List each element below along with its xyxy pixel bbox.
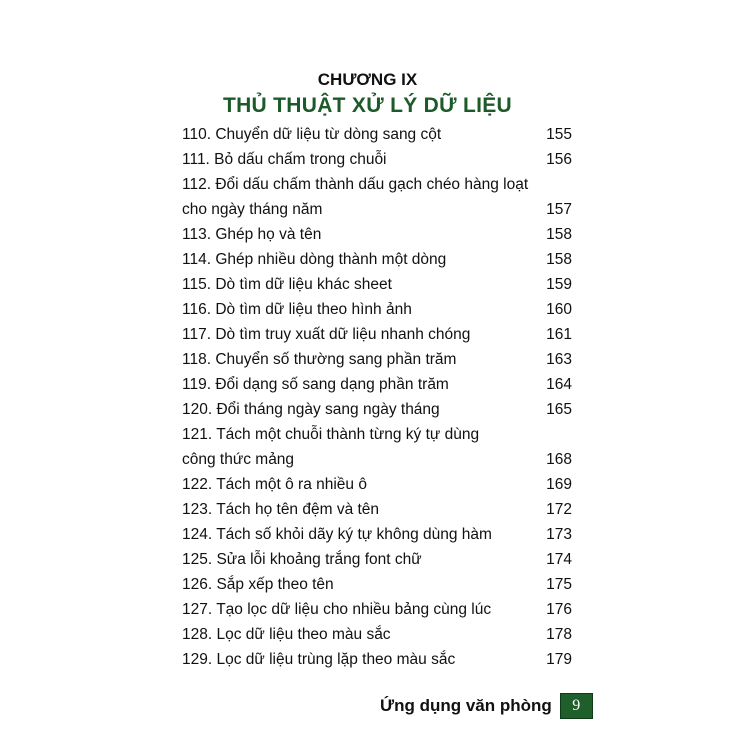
toc-entry-page: 176 <box>546 601 572 618</box>
toc-entry <box>182 547 572 572</box>
toc-entry <box>182 297 572 322</box>
toc-entry <box>182 122 572 147</box>
toc-entry-page: 158 <box>546 226 572 243</box>
toc-entry <box>182 572 572 597</box>
toc-entry-page: 155 <box>546 126 572 143</box>
toc-entry <box>182 147 572 172</box>
toc-entry-page: 158 <box>546 251 572 268</box>
toc-entry-title: 111. Bỏ dấu chấm trong chuỗi <box>182 151 387 168</box>
toc-entry-page: 178 <box>546 626 572 643</box>
toc-entry-page: 175 <box>546 576 572 593</box>
toc-entry <box>182 272 572 297</box>
toc-entry-title: 123. Tách họ tên đệm và tên <box>182 501 380 518</box>
toc-entry <box>182 397 572 422</box>
toc-entry-page: 159 <box>546 276 572 293</box>
toc-entry <box>182 497 572 522</box>
page-number-badge: 9 <box>560 693 593 719</box>
toc-entry <box>182 472 572 497</box>
toc-entry-title: 128. Lọc dữ liệu theo màu sắc <box>182 626 391 643</box>
toc-entry-title: 127. Tạo lọc dữ liệu cho nhiều bảng cùng lúc <box>182 601 492 618</box>
toc-entry-title: 126. Sắp xếp theo tên <box>182 576 334 593</box>
toc-entry <box>182 647 572 672</box>
toc-entry-title: công thức mảng <box>182 451 295 468</box>
toc-entry-page: 165 <box>546 401 572 418</box>
toc-entry-page <box>538 422 572 447</box>
toc-entry <box>182 222 572 247</box>
toc-entry-title: 117. Dò tìm truy xuất dữ liệu nhanh chóng <box>182 326 471 343</box>
toc-entry-title: 121. Tách một chuỗi thành từng ký tự dùng <box>182 426 480 443</box>
toc-entry-title: 118. Chuyển số thường sang phần trăm <box>182 351 457 368</box>
toc-entry-page: 161 <box>546 326 572 343</box>
toc-entry-title: 112. Đổi dấu chấm thành dấu gạch chéo hàng loạt <box>182 176 529 193</box>
toc-entry <box>182 372 572 397</box>
toc-entry <box>182 422 572 447</box>
toc-entry-page <box>538 172 572 197</box>
toc-entry-page: 156 <box>546 151 572 168</box>
table-of-contents <box>182 122 572 672</box>
toc-entry-title: 113. Ghép họ và tên <box>182 226 322 243</box>
toc-entry-page: 164 <box>546 376 572 393</box>
toc-entry-title: 110. Chuyển dữ liệu từ dòng sang cột <box>182 126 442 143</box>
toc-entry-page: 173 <box>546 526 572 543</box>
chapter-label: CHƯƠNG IX <box>317 70 418 89</box>
chapter-title: THỦ THUẬT XỬ LÝ DỮ LIỆU <box>222 94 513 117</box>
toc-entry-title: 120. Đổi tháng ngày sang ngày tháng <box>182 401 440 418</box>
page-footer <box>380 693 593 719</box>
footer-book-title: Ứng dụng văn phòng <box>380 696 552 715</box>
toc-entry-page: 160 <box>546 301 572 318</box>
toc-entry-title: 114. Ghép nhiều dòng thành một dòng <box>182 251 447 268</box>
toc-entry-page: 179 <box>546 651 572 668</box>
toc-entry <box>182 347 572 372</box>
toc-entry-title: 119. Đổi dạng số sang dạng phần trăm <box>182 376 449 393</box>
toc-entry <box>182 622 572 647</box>
toc-entry-title: 115. Dò tìm dữ liệu khác sheet <box>182 276 392 293</box>
toc-entry-page: 168 <box>546 451 572 468</box>
toc-entry-title: cho ngày tháng năm <box>182 201 323 218</box>
toc-entry-title: 124. Tách số khỏi dãy ký tự không dùng hàm <box>182 526 492 543</box>
toc-entry-page: 174 <box>546 551 572 568</box>
toc-entry-page: 163 <box>546 351 572 368</box>
toc-entry-title: 116. Dò tìm dữ liệu theo hình ảnh <box>182 301 412 318</box>
toc-entry <box>182 597 572 622</box>
toc-entry-continuation <box>182 197 572 222</box>
toc-entry <box>182 522 572 547</box>
toc-entry-title: 125. Sửa lỗi khoảng trắng font chữ <box>182 551 422 568</box>
toc-entry-title: 122. Tách một ô ra nhiều ô <box>182 476 367 493</box>
toc-entry <box>182 247 572 272</box>
toc-entry-page: 169 <box>546 476 572 493</box>
toc-entry-page: 172 <box>546 501 572 518</box>
toc-entry <box>182 172 572 197</box>
toc-entry <box>182 322 572 347</box>
toc-entry-title: 129. Lọc dữ liệu trùng lặp theo màu sắc <box>182 651 456 668</box>
toc-entry-page: 157 <box>546 201 572 218</box>
toc-entry-continuation <box>182 447 572 472</box>
